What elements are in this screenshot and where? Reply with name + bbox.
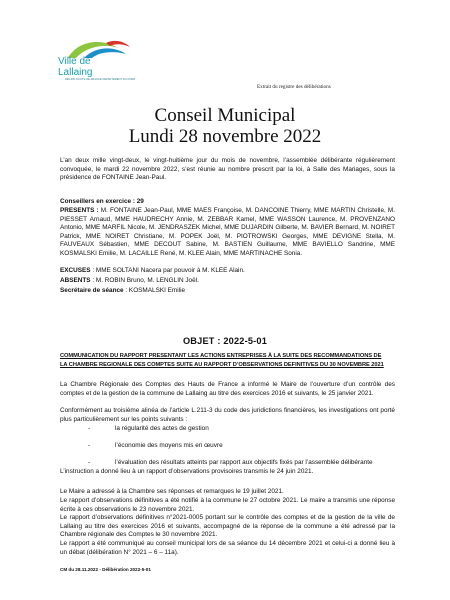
secretaire-label: Secrétaire de séance [60,287,124,294]
meeting-date: Lundi 28 novembre 2022 [128,126,322,147]
intro-paragraph: L’an deux mille vingt-deux, le vingt-huitième jour du mois de novembre, l’assemblée délibérante régulièrement convoquée, le mardi 22 novembre 2022, s’est réunie au nombre prescrit par la loi, à Salle des Mariages, sous la présidence de FONTAINE Jean-Paul. [60,157,395,182]
logo-tagline: REGION HAUTS-DE-FRANCE DEPARTEMENT DU NORD [65,78,136,81]
subject-line-2: LA CHAMBRE REGIONALE DES COMPTES SUITE AU RAPPORT D’OBSERVATIONS DEFINITIVES DU 30 NOVEMBRE 2021 [60,362,384,368]
excuses-label: EXCUSES [60,267,91,274]
page-footer: CM du 28.11.2022 - Délibération 2022-5-01 [60,567,151,572]
list-item-text: l’économie des moyens mis en œuvre [115,442,223,449]
absents-text: : M. ROBIN Bruno, M. LENGLIN Joël. [90,277,199,284]
extract-label: Extrait du registre des délibérations [257,84,331,90]
secretaire-text: : KOSMALSKI Emilie [123,287,186,294]
bullet-dash: - [88,442,91,449]
excuses-text: : MME SOLTANI Nacera par pouvoir à M. KLEE Alain. [90,267,245,274]
city-logo [54,36,154,98]
body-paragraph-7: Le rapport a été communiqué au conseil municipal lors de sa séance du 14 décembre 2021 et celui-ci a donné lieu à un débat (délibération N° 2021 – 6 – 11a). [60,540,395,556]
excuses-line [60,267,245,276]
body-paragraph-3: L’instruction a donné lieu à un rapport d’observations provisoires transmis le 24 juin 2021. [60,468,314,475]
body-paragraph-2: Conformément au troisième alinéa de l’article L.211-3 du code des juridictions financières, les investigations ont porté plus particulièrement sur les points suivants : [60,407,395,423]
body-paragraph-4: Le Maire a adressé à la Chambre ses réponses et remarques le 19 juillet 2021. [60,488,284,495]
subject-line-1: COMMUNICATION DU RAPPORT PRESENTANT LES ACTIONS ENTREPRISES À LA SUITE DES RECOMMANDATIONS DE [60,353,382,359]
list-item-text: l’évaluation des résultats atteints par rapport aux objectifs fixés par l’assemblée délibérante [115,459,373,466]
list-item-text: la régularité des actes de gestion [115,425,209,432]
logo-line2: Lallaing [58,67,93,78]
bullet-dash: - [88,459,91,466]
bullet-dash: - [88,425,91,432]
body-paragraph-5: Le rapport d’observations définitives a été notifié à la commune le 27 octobre 2021. Le maire a transmis une réponse écrite à ces observations le 23 novembre 2021. [60,497,395,513]
presents-paragraph [60,207,395,259]
body-paragraph-1: La Chambre Régionale des Comptes des Hauts de France a informé le Maire de l’ouverture d’un contrôle des comptes et de la gestion de la commune de Lallaing au titre des exercices 2016 et suivants, le 25 janvier 2021. [60,381,395,397]
conseillers-count: Conseillers en exercice : 29 [60,198,144,205]
secretaire-line [60,287,185,296]
presents-list: M. FONTAINE Jean-Paul, MME MAES Françoise, M. DANCOINE Thierry, MME MARTIN Christelle, M. PIESSET Arnaud, MME HAUDRECHY Annie, M. ZEBBAR Kamel, MME WASSON Laurence, M. PROVENZANO Antonio, MME MARFIL Nicole, M. JENDRASZEK Michel, MME DUJARDIN Gilberte, M. BAVIER Bernard, M. NOIRET Patrick, MME NOIRET Christiane, M. POPEK Joël, M. PIOTROWSKI Georges, MME DEVIGNE Stella, M. FAUVEAUX Sébastien, MME DECOUT Sabine, M. BASTIEN Guillaume, MME BAVIELLO Sandrine, MME KOSMALSKI Emilie, M. LACAILLE René, M. KLEE Alain, MME MARTINACHE Sonia. [60,207,396,257]
logo-line1: Ville de [58,56,91,67]
page-title: Conseil Municipal [154,105,296,126]
absents-label: ABSENTS [60,277,91,284]
absents-line [60,277,199,286]
body-paragraph-6: Le rapport d’observations définitives n°2021-0005 portant sur le contrôle des comptes et de la gestion de la ville de Lallaing au titre des exercices 2016 et suivants, accompagné de la réponse de la commune a été adressé par la Chambre régionale des Comptes le 30 novembre 2021. [60,514,395,539]
presents-label: PRESENTS : [60,207,99,214]
objet-heading: OBJET : 2022-5-01 [182,336,268,346]
